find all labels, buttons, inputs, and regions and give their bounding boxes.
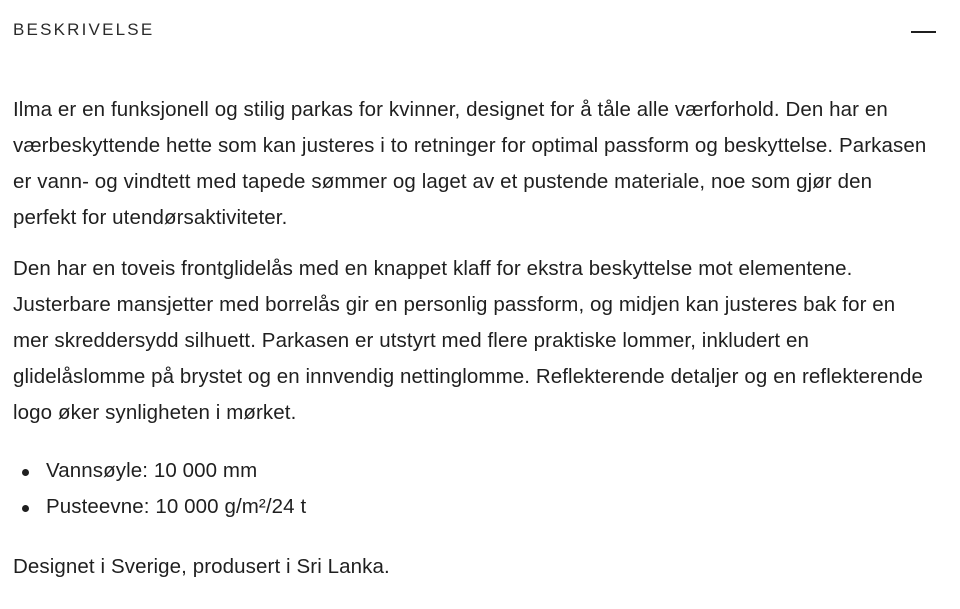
description-body xyxy=(13,60,936,585)
minus-icon[interactable] xyxy=(910,22,936,42)
spec-item: Vannsøyle: 10 000 mm xyxy=(13,453,936,489)
spec-item: Pusteevne: 10 000 g/m²/24 t xyxy=(13,489,936,525)
description-paragraph: Den har en toveis frontglidelås med en knappet klaff for ekstra beskyttelse mot elementene. Justerbare mansjetter med borrelås gir en personlig passform, og midjen kan justeres bak for en mer skreddersydd silhuett. Parkasen er utstyrt med flere praktiske lommer, inkludert en glidelåslomme på brystet og en innvendig nettinglomme. Reflekterende detaljer og en reflekterende logo øker synligheten i mørket. xyxy=(13,257,923,424)
spec-list xyxy=(13,453,936,525)
section-title: BESKRIVELSE xyxy=(13,20,155,39)
accordion-header[interactable] xyxy=(13,0,936,60)
origin-text: Designet i Sverige, produsert i Sri Lanka. xyxy=(13,555,390,578)
description-paragraph: Ilma er en funksjonell og stilig parkas for kvinner, designet for å tåle alle værforhold. Den har en værbeskyttende hette som kan justeres i to retninger for optimal passform og beskyttelse. Parkasen er vann- og vindtett med tapede sømmer og laget av et pustende materiale, noe som gjør den perfekt for utendørsaktiviteter. xyxy=(13,98,927,229)
